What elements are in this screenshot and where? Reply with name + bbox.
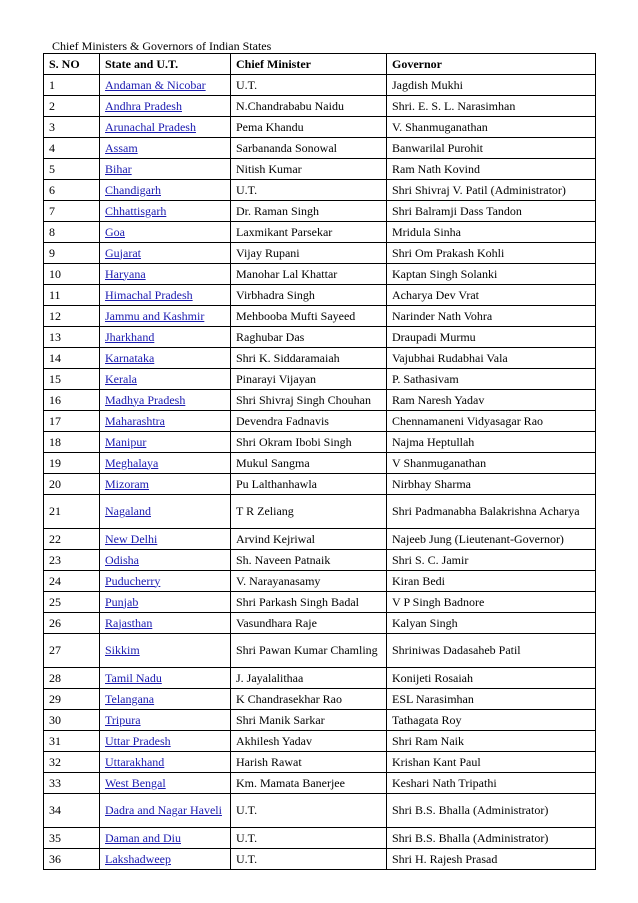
- governor-cell: V Shanmuganathan: [387, 453, 596, 474]
- serial-number-cell: 32: [44, 752, 100, 773]
- governor-cell: Kaptan Singh Solanki: [387, 264, 596, 285]
- chief-minister-cell: Shri Parkash Singh Badal: [231, 592, 387, 613]
- state-link[interactable]: Tripura: [105, 712, 141, 727]
- table-row: [44, 306, 596, 327]
- state-link[interactable]: Sikkim: [105, 643, 140, 657]
- state-cell: [100, 828, 231, 849]
- chief-minister-cell: N.Chandrababu Naidu: [231, 96, 387, 117]
- governor-cell: Konijeti Rosaiah: [387, 668, 596, 689]
- governor-cell: Tathagata Roy: [387, 710, 596, 731]
- governor-cell: Mridula Sinha: [387, 222, 596, 243]
- serial-number-cell: 28: [44, 668, 100, 689]
- chief-minister-cell: Sh. Naveen Patnaik: [231, 550, 387, 571]
- state-link[interactable]: Lakshadweep: [105, 851, 171, 866]
- table-row: [44, 474, 596, 495]
- table-row: [44, 634, 596, 668]
- governor-cell: Keshari Nath Tripathi: [387, 773, 596, 794]
- state-link[interactable]: Chhattisgarh: [105, 203, 167, 218]
- state-cell: [100, 369, 231, 390]
- state-cell: [100, 453, 231, 474]
- table-caption: Chief Ministers & Governors of Indian States: [52, 39, 272, 53]
- table-row: [44, 348, 596, 369]
- governor-cell: P. Sathasivam: [387, 369, 596, 390]
- table-row: [44, 613, 596, 634]
- state-cell: [100, 710, 231, 731]
- governor-cell: Shri B.S. Bhalla (Administrator): [387, 828, 596, 849]
- governor-cell: Narinder Nath Vohra: [387, 306, 596, 327]
- table-row: [44, 201, 596, 222]
- chief-minister-cell: U.T.: [231, 794, 387, 828]
- serial-number-cell: 23: [44, 550, 100, 571]
- chief-minister-cell: U.T.: [231, 180, 387, 201]
- serial-number-cell: 36: [44, 849, 100, 870]
- serial-number-cell: 26: [44, 613, 100, 634]
- governor-cell: Kalyan Singh: [387, 613, 596, 634]
- state-link[interactable]: Manipur: [105, 434, 147, 449]
- state-cell: [100, 849, 231, 870]
- chief-minister-cell: U.T.: [231, 828, 387, 849]
- state-link[interactable]: Odisha: [105, 552, 139, 567]
- table-row: [44, 495, 596, 529]
- governor-cell: Shri H. Rajesh Prasad: [387, 849, 596, 870]
- chief-minister-cell: Pinarayi Vijayan: [231, 369, 387, 390]
- state-link[interactable]: New Delhi: [105, 531, 158, 546]
- governor-cell: Shri Padmanabha Balakrishna Acharya: [387, 495, 596, 529]
- table-row: [44, 453, 596, 474]
- chief-minister-cell: Nitish Kumar: [231, 159, 387, 180]
- state-cell: [100, 327, 231, 348]
- table-row: [44, 327, 596, 348]
- chief-minister-cell: Laxmikant Parsekar: [231, 222, 387, 243]
- chief-minister-cell: Harish Rawat: [231, 752, 387, 773]
- serial-number-cell: 6: [44, 180, 100, 201]
- chief-minister-cell: Mukul Sangma: [231, 453, 387, 474]
- table-row: [44, 159, 596, 180]
- serial-number-cell: 9: [44, 243, 100, 264]
- governor-cell: ESL Narasimhan: [387, 689, 596, 710]
- state-cell: [100, 529, 231, 550]
- state-link[interactable]: Chandigarh: [105, 182, 161, 197]
- governor-cell: Ram Naresh Yadav: [387, 390, 596, 411]
- table-row: [44, 96, 596, 117]
- table-row: [44, 592, 596, 613]
- state-cell: [100, 243, 231, 264]
- governor-cell: Shri B.S. Bhalla (Administrator): [387, 794, 596, 828]
- state-cell: [100, 306, 231, 327]
- governor-cell: Acharya Dev Vrat: [387, 285, 596, 306]
- table-row: [44, 369, 596, 390]
- governor-cell: Najma Heptullah: [387, 432, 596, 453]
- state-link[interactable]: Goa: [105, 224, 125, 239]
- state-cell: [100, 264, 231, 285]
- table-row: [44, 710, 596, 731]
- table-row: [44, 264, 596, 285]
- governor-cell: Shri Om Prakash Kohli: [387, 243, 596, 264]
- state-cell: [100, 159, 231, 180]
- state-link[interactable]: Jharkhand: [105, 329, 155, 344]
- table-row: [44, 849, 596, 870]
- serial-number-cell: 15: [44, 369, 100, 390]
- state-cell: [100, 348, 231, 369]
- state-link[interactable]: Punjab: [105, 594, 139, 609]
- chief-minister-cell: Akhilesh Yadav: [231, 731, 387, 752]
- governor-cell: Ram Nath Kovind: [387, 159, 596, 180]
- state-link[interactable]: Dadra and Nagar Haveli: [105, 803, 222, 817]
- governor-cell: Shri S. C. Jamir: [387, 550, 596, 571]
- table-row: [44, 668, 596, 689]
- table-row: [44, 75, 596, 96]
- chief-minister-cell: Vasundhara Raje: [231, 613, 387, 634]
- state-cell: [100, 571, 231, 592]
- governor-cell: Shri Shivraj V. Patil (Administrator): [387, 180, 596, 201]
- governor-cell: Vajubhai Rudabhai Vala: [387, 348, 596, 369]
- governor-cell: Banwarilal Purohit: [387, 138, 596, 159]
- chief-minister-cell: Mehbooba Mufti Sayeed: [231, 306, 387, 327]
- serial-number-cell: 10: [44, 264, 100, 285]
- state-cell: [100, 794, 231, 828]
- state-link[interactable]: Mizoram: [105, 476, 149, 491]
- table-row: [44, 180, 596, 201]
- chief-minister-cell: U.T.: [231, 75, 387, 96]
- table-row: [44, 731, 596, 752]
- state-link[interactable]: West Bengal: [105, 775, 166, 790]
- governor-cell: Najeeb Jung (Lieutenant-Governor): [387, 529, 596, 550]
- table-row: [44, 432, 596, 453]
- chief-minister-cell: J. Jayalalithaa: [231, 668, 387, 689]
- serial-number-cell: 11: [44, 285, 100, 306]
- state-cell: [100, 634, 231, 668]
- serial-number-cell: 35: [44, 828, 100, 849]
- governor-cell: V. Shanmuganathan: [387, 117, 596, 138]
- table-row: [44, 571, 596, 592]
- governor-cell: Shri Ram Naik: [387, 731, 596, 752]
- serial-number-cell: 30: [44, 710, 100, 731]
- serial-number-cell: 18: [44, 432, 100, 453]
- state-link[interactable]: Gujarat: [105, 245, 141, 260]
- table-body: [44, 75, 596, 870]
- state-link[interactable]: Andaman & Nicobar: [105, 77, 206, 92]
- chief-minister-cell: Pu Lalthanhawla: [231, 474, 387, 495]
- chief-minister-cell: Virbhadra Singh: [231, 285, 387, 306]
- serial-number-cell: 5: [44, 159, 100, 180]
- governor-cell: Chennamaneni Vidyasagar Rao: [387, 411, 596, 432]
- state-cell: [100, 411, 231, 432]
- serial-number-cell: 14: [44, 348, 100, 369]
- state-cell: [100, 731, 231, 752]
- serial-number-cell: 24: [44, 571, 100, 592]
- table-row: [44, 773, 596, 794]
- serial-number-cell: 1: [44, 75, 100, 96]
- chief-minister-cell: T R Zeliang: [231, 495, 387, 529]
- chief-minister-cell: Shri Manik Sarkar: [231, 710, 387, 731]
- state-link[interactable]: Maharashtra: [105, 413, 165, 428]
- table-row: [44, 222, 596, 243]
- state-cell: [100, 592, 231, 613]
- chief-minister-cell: Shri Shivraj Singh Chouhan: [231, 390, 387, 411]
- chief-minister-cell: Shri Pawan Kumar Chamling: [231, 634, 387, 668]
- serial-number-cell: 29: [44, 689, 100, 710]
- table-row: [44, 529, 596, 550]
- table-row: [44, 390, 596, 411]
- state-cell: [100, 773, 231, 794]
- header-sno: S. NO: [44, 54, 100, 75]
- chief-minister-cell: Km. Mamata Banerjee: [231, 773, 387, 794]
- state-link[interactable]: Daman and Diu: [105, 830, 181, 845]
- serial-number-cell: 20: [44, 474, 100, 495]
- header-state: State and U.T.: [100, 54, 231, 75]
- state-link[interactable]: Tamil Nadu: [105, 670, 162, 685]
- header-governor: Governor: [387, 54, 596, 75]
- chief-minister-cell: Raghubar Das: [231, 327, 387, 348]
- state-link[interactable]: Bihar: [105, 161, 132, 176]
- governor-cell: Nirbhay Sharma: [387, 474, 596, 495]
- table-row: [44, 752, 596, 773]
- table-row: [44, 285, 596, 306]
- state-cell: [100, 432, 231, 453]
- chief-minister-cell: V. Narayanasamy: [231, 571, 387, 592]
- governors-table: [43, 53, 596, 870]
- state-cell: [100, 222, 231, 243]
- governor-cell: Shri Balramji Dass Tandon: [387, 201, 596, 222]
- state-cell: [100, 201, 231, 222]
- serial-number-cell: 27: [44, 634, 100, 668]
- table-row: [44, 243, 596, 264]
- chief-minister-cell: Manohar Lal Khattar: [231, 264, 387, 285]
- table-row: [44, 794, 596, 828]
- table-row: [44, 138, 596, 159]
- state-cell: [100, 390, 231, 411]
- table-row: [44, 550, 596, 571]
- state-cell: [100, 689, 231, 710]
- state-link[interactable]: Nagaland: [105, 504, 151, 518]
- state-cell: [100, 117, 231, 138]
- serial-number-cell: 33: [44, 773, 100, 794]
- state-link[interactable]: Madhya Pradesh: [105, 392, 186, 407]
- serial-number-cell: 2: [44, 96, 100, 117]
- state-cell: [100, 96, 231, 117]
- serial-number-cell: 4: [44, 138, 100, 159]
- state-link[interactable]: Telangana: [105, 691, 155, 706]
- chief-minister-cell: Devendra Fadnavis: [231, 411, 387, 432]
- serial-number-cell: 3: [44, 117, 100, 138]
- state-link[interactable]: Andhra Pradesh: [105, 98, 182, 113]
- state-link[interactable]: Arunachal Pradesh: [105, 119, 196, 134]
- header-chief-minister: Chief Minister: [231, 54, 387, 75]
- state-cell: [100, 138, 231, 159]
- state-cell: [100, 75, 231, 96]
- chief-minister-cell: Dr. Raman Singh: [231, 201, 387, 222]
- chief-minister-cell: Sarbananda Sonowal: [231, 138, 387, 159]
- serial-number-cell: 31: [44, 731, 100, 752]
- state-cell: [100, 752, 231, 773]
- state-link[interactable]: Meghalaya: [105, 455, 159, 470]
- chief-minister-cell: Arvind Kejriwal: [231, 529, 387, 550]
- governor-cell: Shri. E. S. L. Narasimhan: [387, 96, 596, 117]
- serial-number-cell: 16: [44, 390, 100, 411]
- serial-number-cell: 7: [44, 201, 100, 222]
- state-link[interactable]: Himachal Pradesh: [105, 287, 193, 302]
- chief-minister-cell: Vijay Rupani: [231, 243, 387, 264]
- serial-number-cell: 34: [44, 794, 100, 828]
- governor-cell: Kiran Bedi: [387, 571, 596, 592]
- state-cell: [100, 495, 231, 529]
- serial-number-cell: 8: [44, 222, 100, 243]
- serial-number-cell: 22: [44, 529, 100, 550]
- state-cell: [100, 613, 231, 634]
- governor-cell: Jagdish Mukhi: [387, 75, 596, 96]
- table-header-row: [44, 54, 596, 75]
- state-cell: [100, 180, 231, 201]
- table-row: [44, 689, 596, 710]
- serial-number-cell: 19: [44, 453, 100, 474]
- table-row: [44, 828, 596, 849]
- governor-cell: Shriniwas Dadasaheb Patil: [387, 634, 596, 668]
- governor-cell: V P Singh Badnore: [387, 592, 596, 613]
- state-link[interactable]: Kerala: [105, 371, 137, 386]
- state-link[interactable]: Karnataka: [105, 350, 155, 365]
- table-row: [44, 411, 596, 432]
- chief-minister-cell: U.T.: [231, 849, 387, 870]
- state-link[interactable]: Uttarakhand: [105, 754, 165, 769]
- state-cell: [100, 550, 231, 571]
- state-link[interactable]: Assam: [105, 140, 138, 155]
- chief-minister-cell: Pema Khandu: [231, 117, 387, 138]
- chief-minister-cell: K Chandrasekhar Rao: [231, 689, 387, 710]
- state-link[interactable]: Haryana: [105, 266, 146, 281]
- serial-number-cell: 13: [44, 327, 100, 348]
- serial-number-cell: 21: [44, 495, 100, 529]
- state-link[interactable]: Puducherry: [105, 573, 161, 588]
- state-link[interactable]: Uttar Pradesh: [105, 733, 171, 748]
- state-cell: [100, 668, 231, 689]
- state-link[interactable]: Rajasthan: [105, 615, 153, 630]
- chief-minister-cell: Shri K. Siddaramaiah: [231, 348, 387, 369]
- serial-number-cell: 25: [44, 592, 100, 613]
- state-cell: [100, 285, 231, 306]
- state-cell: [100, 474, 231, 495]
- serial-number-cell: 12: [44, 306, 100, 327]
- table-row: [44, 117, 596, 138]
- governor-cell: Draupadi Murmu: [387, 327, 596, 348]
- chief-minister-cell: Shri Okram Ibobi Singh: [231, 432, 387, 453]
- serial-number-cell: 17: [44, 411, 100, 432]
- governor-cell: Krishan Kant Paul: [387, 752, 596, 773]
- state-link[interactable]: Jammu and Kashmir: [105, 308, 205, 323]
